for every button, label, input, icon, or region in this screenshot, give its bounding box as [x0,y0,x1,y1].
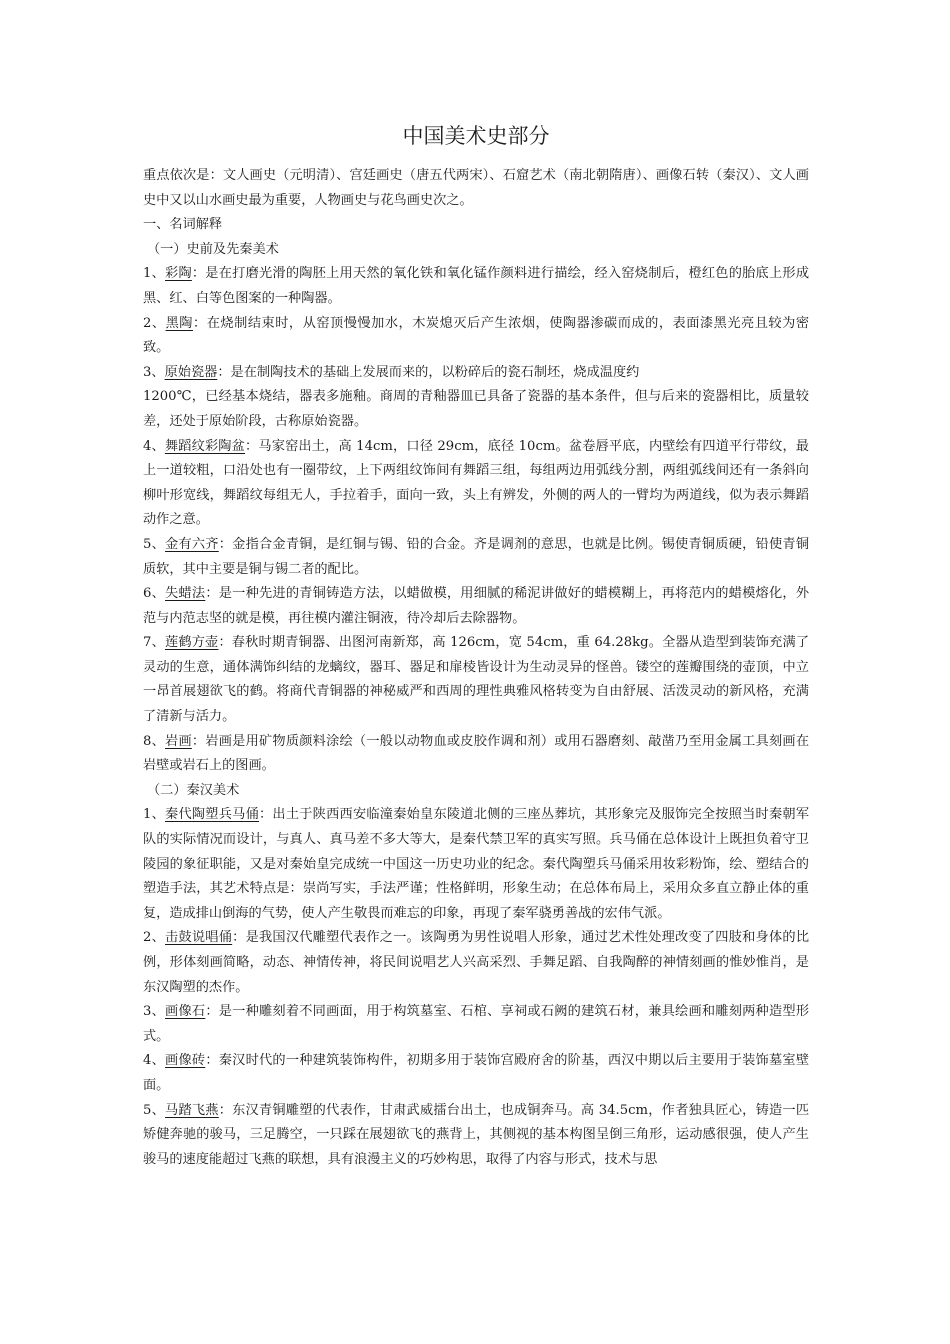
entry-text: ：是我国汉代雕塑代表作之一。该陶勇为男性说唱人形象，通过艺术性处理改变了四肢和身体的比例，形体刻画简略，动态、神情传神，将民间说唱艺人兴高采烈、手舞足蹈、自我陶醉的神情刻画的惟妙惟肖，是东汉陶塑的杰作。 [143,930,810,995]
entry-text: ：出土于陕西西安临潼秦始皇东陵道北侧的三座丛葬坑，其形象完及服饰完全按照当时秦朝军队的实际情况而设计，与真人、真马差不多大等大，是秦代禁卫军的真实写照。兵马俑在总体设计上既担负着守卫陵园的象征职能，又是对秦始皇完成统一中国这一历史功业的纪念。秦代陶塑兵马俑采用妆彩粉饰，绘、塑结合的塑造手法，其艺术特点是：崇尚写实，手法严谨；性格鲜明，形象生动；在总体布局上，采用众多直立静止体的重复，造成排山倒海的气势，使人产生敬畏而难忘的印象，再现了秦军骁勇善战的宏伟气派。 [143,807,810,921]
entry-text: ：是在制陶技术的基础上发展而来的，以粉碎后的瓷石制坯，烧成温度约 [217,364,640,380]
entry-term: 舞蹈纹彩陶盆 [164,438,246,454]
entry-matafeiyan [143,1099,809,1173]
entry-shilafa [143,582,809,631]
entry-term: 画像砖 [165,1053,206,1069]
entry-text: ：马家窑出土，高 14cm，口径 29cm，底径 10cm。盆卷唇平底，内壁绘有四道平行带纹，最上一道较粗，口沿处也有一圈带纹，上下两组纹饰间有舞蹈三组，每组两边用弧线分割，两组弧线间还有一条斜向柳叶形宽线，舞蹈纹每组无人，手拉着手，面向一致，头上有辨发，外侧的两人的一臂均为两道线，似为表示舞蹈动作之意。 [143,438,809,528]
entry-caitao [143,262,809,311]
entry-number: 2、 [143,315,166,331]
entry-text: ：春秋时期青铜器、出图河南新郑，高 126cm，宽 54cm，重 64.28kg。全器从造型到装饰充满了灵动的生意，通体满饰纠结的龙螭纹，器耳、器足和扉棱皆设计为生动灵异的怪兽。镂空的莲瓣围绕的壶顶，中立一昂首展翅欲飞的鹤。将商代青铜器的神秘威严和西周的理性典雅风格转变为自由舒展、活泼灵动的新风格，充满了清新与活力。 [143,635,810,725]
entry-number: 1、 [143,266,166,282]
entry-term: 秦代陶塑兵马俑 [165,807,259,823]
entry-number: 2、 [143,930,166,946]
entry-term: 原始瓷器 [164,364,218,380]
entry-number: 8、 [143,733,166,749]
entry-yanhua [143,730,809,779]
document-page [143,0,809,1172]
entry-number: 5、 [143,536,166,552]
section-heading: 一、名词解释 [143,217,223,233]
entry-huaxiangzhuan [143,1049,809,1098]
entry-term: 莲鹤方壶 [164,635,219,651]
entry-term: 彩陶 [165,266,192,282]
entry-term: 马踏飞燕 [165,1102,219,1118]
entry-term: 黑陶 [165,315,194,331]
entry-number: 6、 [143,586,166,602]
entry-term: 金有六齐 [165,536,219,552]
entry-text: ：东汉青铜雕塑的代表作，甘肃武威擂台出土，也成铜奔马。高 34.5cm，作者独具匠心，铸造一匹矫健奔驰的骏马，三足腾空，一只踩在展翅欲飞的燕背上，其侧视的基本构图呈倒三角形，运动感很强，使人产生骏马的速度能超过飞燕的联想，具有浪漫主义的巧妙构思，取得了内容与形式，技术与思 [143,1102,810,1167]
entry-term: 击鼓说唱俑 [165,930,233,946]
entry-text: ：秦汉时代的一种建筑装饰构件，初期多用于装饰宫殿府舍的阶基，西汉中期以后主要用于装饰墓室壁面。 [143,1053,810,1093]
entry-wudao-caitaopen [143,435,809,533]
entry-text: ：金指合金青铜，是红铜与锡、铅的合金。齐是调剂的意思，也就是比例。锡使青铜质硬，铅使青铜质软，其中主要是铜与锡二者的配比。 [143,536,810,577]
entry-number: 5、 [143,1102,166,1118]
entry-number: 3、 [143,364,165,380]
subsection-heading: （一）史前及先秦美术 [147,241,279,257]
entry-jin-you-liu-qi [143,533,809,582]
entry-text: ：是一种先进的青铜铸造方法，以蜡做模，用细腻的稀泥讲做好的蜡模糊上，再将范内的蜡模熔化，外范与内范志坚的就是模，再往模内灌注铜液，待冷却后去除器物。 [143,586,810,626]
entry-number: 4、 [143,438,165,454]
entry-heitao [143,312,809,361]
entry-number: 3、 [143,1004,166,1020]
entry-term: 画像石 [165,1004,206,1020]
entry-number: 1、 [143,807,166,823]
entry-jigu-shuochang-yong [143,926,809,1000]
entry-number: 4、 [143,1053,166,1069]
entry-term: 岩画 [165,733,192,749]
page-title: 中国美术史部分 [402,124,550,148]
entry-huaxiangshi [143,1000,809,1049]
subsection-heading: （二）秦汉美术 [147,782,240,798]
entry-text: ：在烧制结束时，从窑顶慢慢加水，木炭熄灭后产生浓烟，使陶器渗碳而成的，表面漆黑光亮且较为密致。 [143,315,810,356]
entry-bingmayong [143,803,809,926]
intro-paragraph: 重点依次是：文人画史（元明清）、宫廷画史（唐五代两宋）、石窟艺术（南北朝隋唐）、画像石转（秦汉）、文人画史中又以山水画史最为重要，人物画史与花鸟画史次之。 [143,168,809,208]
entry-number: 7、 [143,635,165,651]
entry-term: 失蜡法 [165,586,206,602]
entry-continuation: 1200℃，已经基本烧结，器表多施釉。商周的青釉器皿已具备了瓷器的基本条件，但与后来的瓷器相比，质量较差，还处于原始阶段，古称原始瓷器。 [143,389,809,429]
entry-yuanshi-ciqi [143,361,809,386]
entry-lianhe-fanghu [143,631,809,729]
entry-text: ：是一种雕刻着不同画面，用于构筑墓室、石棺、享祠或石阙的建筑石材，兼具绘画和雕刻两种造型形式。 [143,1004,810,1044]
entry-text: ：是在打磨光滑的陶胚上用天然的氧化铁和氧化锰作颜料进行描绘，经入窑烧制后，橙红色的胎底上形成黑、红、白等色图案的一种陶器。 [143,266,810,306]
entry-text: ：岩画是用矿物质颜料涂绘（一般以动物血或皮胶作调和剂）或用石器磨刻、敲凿乃至用金属工具刻画在岩壁或岩石上的图画。 [143,733,810,774]
